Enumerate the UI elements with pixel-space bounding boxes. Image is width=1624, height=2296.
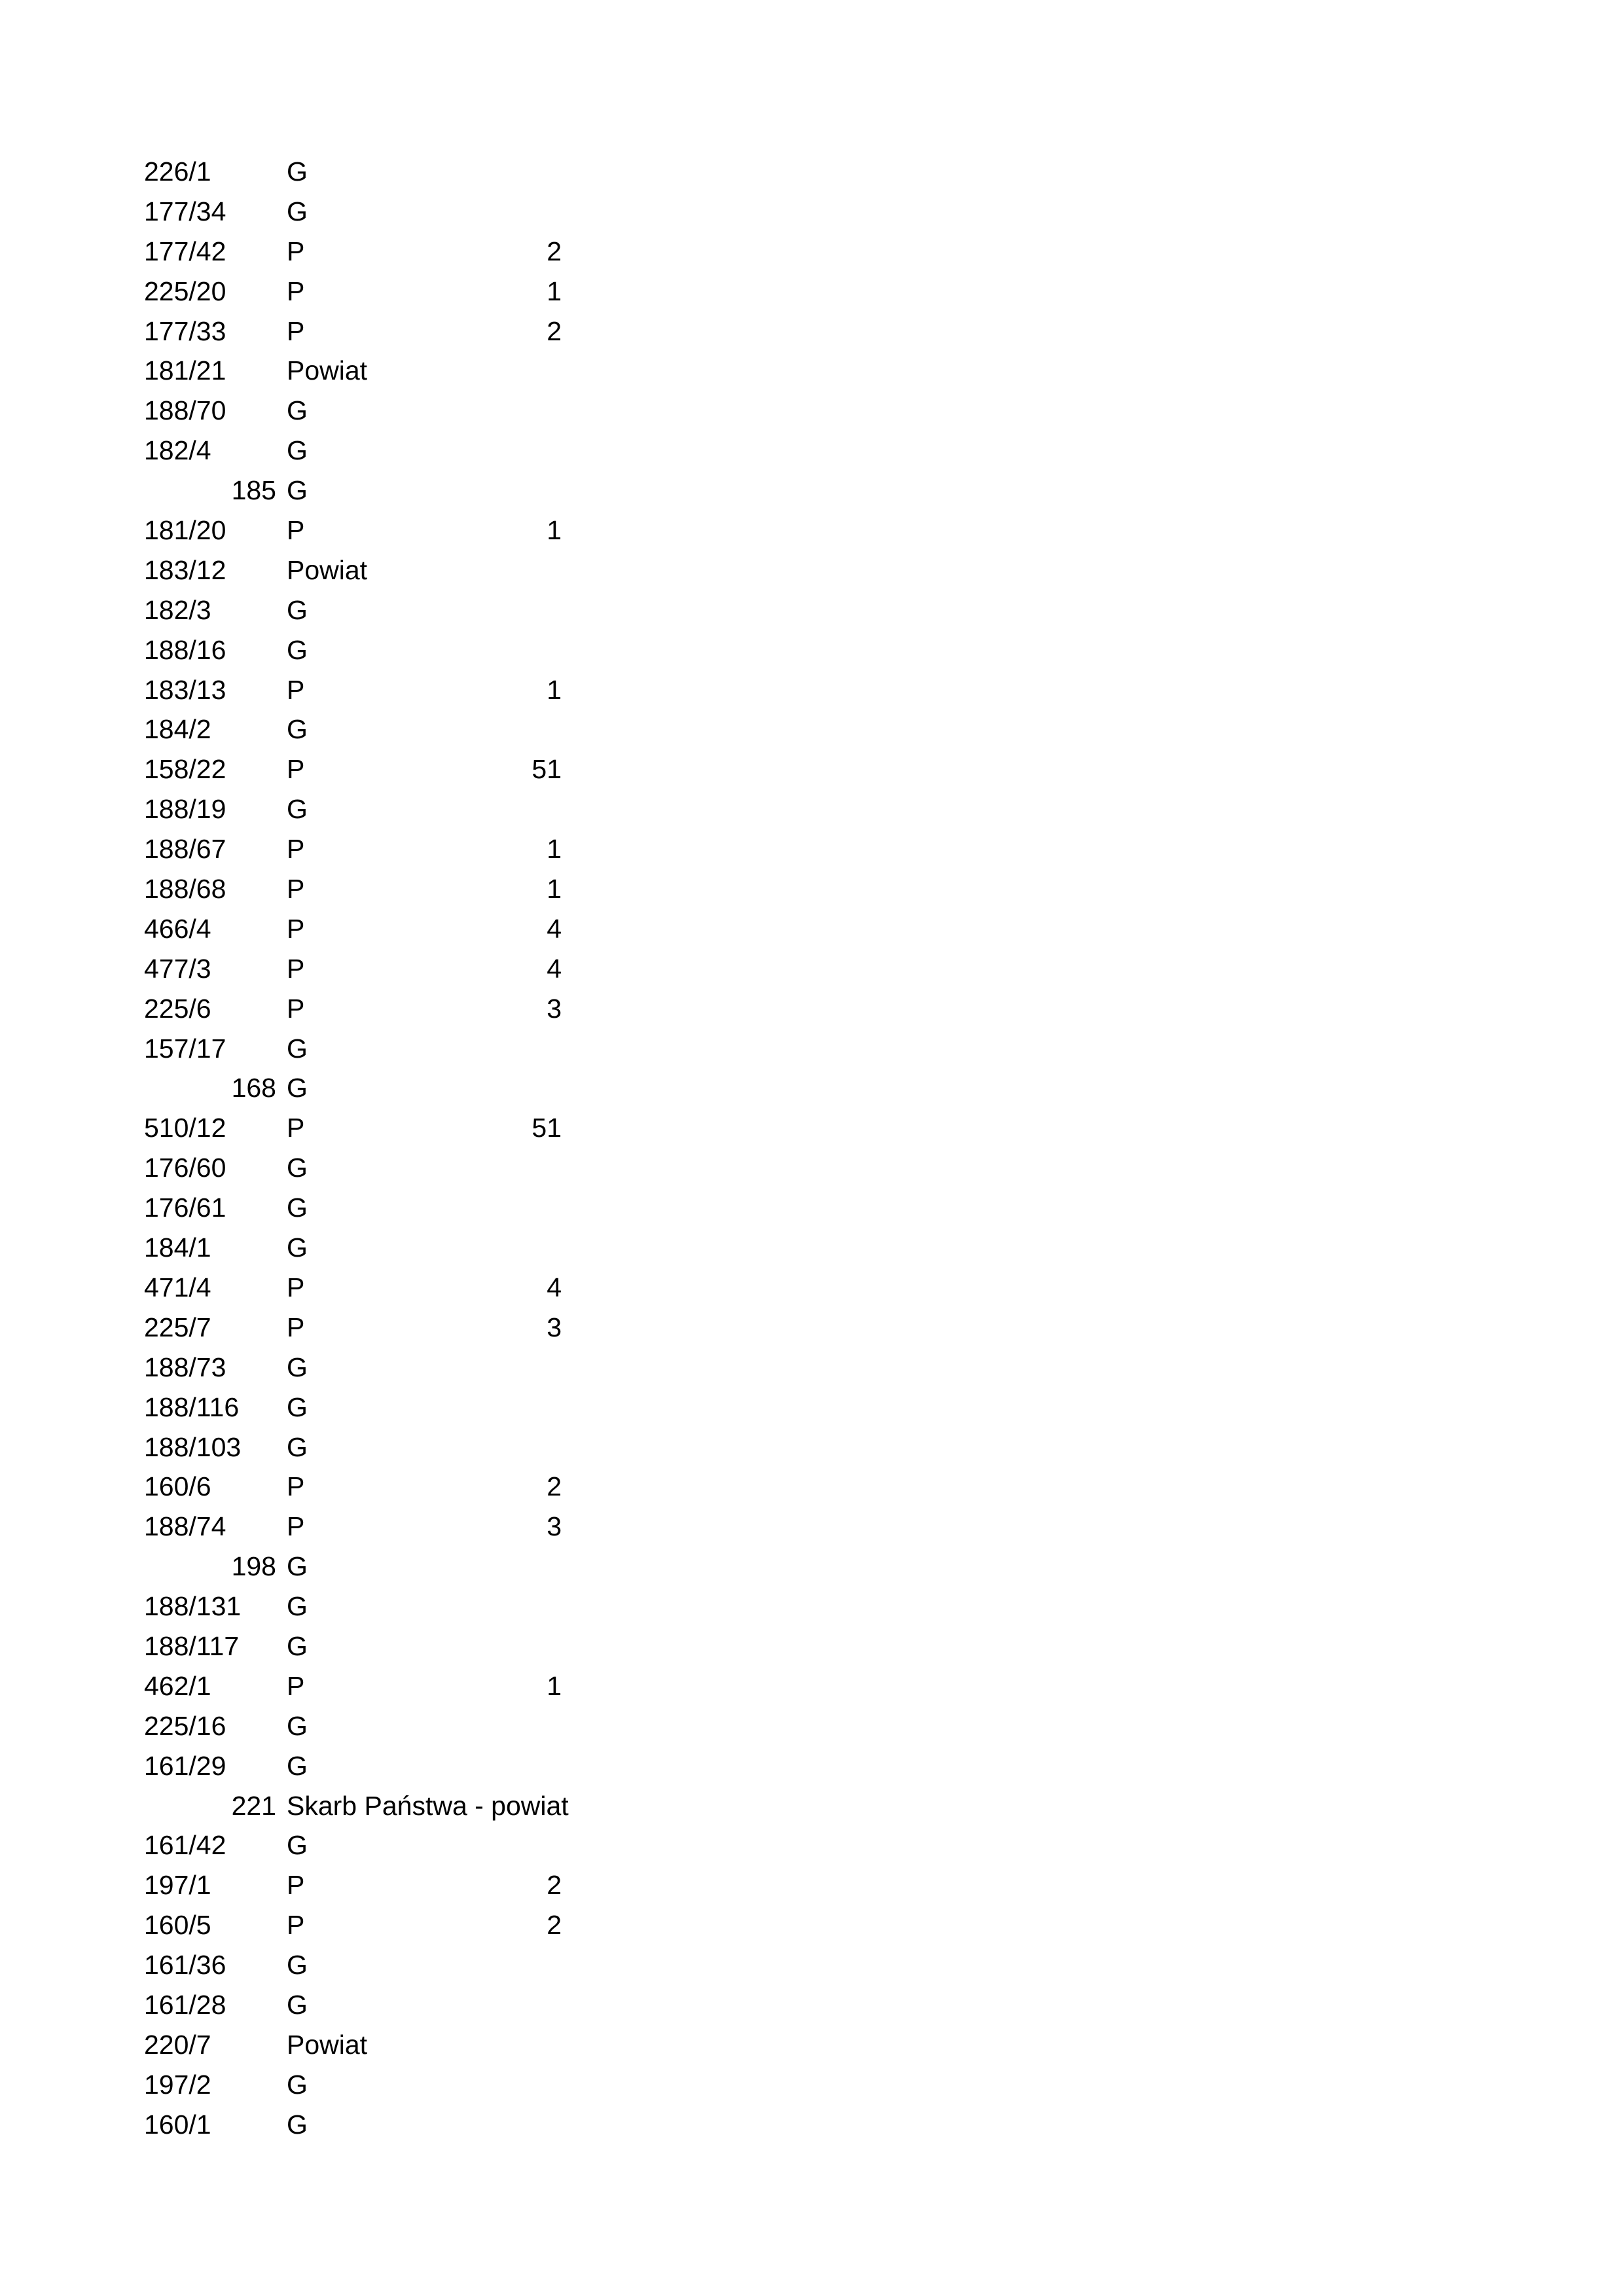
table-row [0, 1068, 1624, 1108]
table-row [0, 989, 1624, 1029]
count-cell [419, 192, 562, 232]
parcel-number-cell: 161/29 [144, 1750, 226, 1781]
parcel-number-cell: 176/60 [144, 1153, 226, 1183]
count-cell [419, 1786, 562, 1826]
table-row [0, 1626, 1624, 1666]
table-row [0, 869, 1624, 909]
owner-type-cell: G [287, 634, 308, 665]
count-cell [419, 1427, 562, 1467]
count-cell [419, 789, 562, 829]
table-row [0, 351, 1624, 391]
count-cell: 2 [547, 1910, 562, 1941]
parcel-number-cell: 181/20 [144, 515, 226, 546]
owner-type-cell: G [287, 1830, 308, 1861]
owner-type-cell: Powiat [287, 2029, 368, 2060]
count-cell [419, 1706, 562, 1746]
parcel-number-cell: 161/36 [144, 1950, 226, 1981]
count-cell [419, 1746, 562, 1786]
table-row [0, 511, 1624, 550]
owner-type-cell: Skarb Państwa - powiat [287, 1790, 569, 1821]
table-row [0, 431, 1624, 471]
table-row [0, 1865, 1624, 1905]
parcel-number-cell: 188/131 [144, 1591, 242, 1622]
table-row [0, 1985, 1624, 2025]
table-row [0, 1148, 1624, 1188]
count-cell: 1 [547, 515, 562, 546]
owner-type-cell: G [287, 475, 308, 506]
parcel-number-cell: 188/19 [144, 794, 226, 825]
table-row [0, 2105, 1624, 2145]
parcel-number-cell: 188/117 [144, 1630, 240, 1661]
parcel-number-cell: 188/68 [144, 874, 226, 905]
count-cell [419, 709, 562, 749]
parcel-number-cell: 188/70 [144, 395, 226, 426]
parcel-number-cell: 188/67 [144, 834, 226, 865]
table-row [0, 152, 1624, 192]
table-row [0, 1587, 1624, 1626]
count-cell: 2 [547, 315, 562, 346]
table-row [0, 1029, 1624, 1069]
count-cell [419, 630, 562, 670]
owner-type-cell: G [287, 1989, 308, 2020]
parcel-number-cell: 226/1 [144, 156, 211, 187]
owner-type-cell: P [287, 1910, 305, 1941]
owner-type-cell: G [287, 594, 308, 625]
parcel-number-cell: 188/16 [144, 634, 226, 665]
owner-type-cell: P [287, 674, 305, 705]
table-row [0, 1706, 1624, 1746]
owner-type-cell: G [287, 1033, 308, 1064]
parcel-number-cell: 220/7 [144, 2029, 211, 2060]
count-cell: 1 [547, 674, 562, 705]
count-cell: 1 [547, 276, 562, 306]
parcel-number-cell: 221 [231, 1790, 276, 1821]
count-cell [419, 1228, 562, 1268]
parcel-number-cell: 225/20 [144, 276, 226, 306]
table-row [0, 670, 1624, 710]
owner-type-cell: G [287, 2109, 308, 2140]
parcel-number-cell: 177/42 [144, 236, 226, 266]
table-row [0, 1348, 1624, 1388]
count-cell [419, 2065, 562, 2105]
count-cell [419, 471, 562, 511]
table-row [0, 1746, 1624, 1786]
count-cell [419, 431, 562, 471]
count-cell: 2 [547, 1471, 562, 1502]
owner-type-cell: G [287, 714, 308, 745]
table-row [0, 1507, 1624, 1547]
owner-type-cell: P [287, 993, 305, 1024]
count-cell [419, 1348, 562, 1388]
parcel-number-cell: 184/2 [144, 714, 211, 745]
table-row [0, 391, 1624, 431]
table-row [0, 590, 1624, 630]
table-row [0, 1108, 1624, 1148]
table-row [0, 312, 1624, 351]
parcel-number-cell: 184/1 [144, 1232, 211, 1263]
parcel-number-cell: 157/17 [144, 1033, 226, 1064]
owner-type-cell: G [287, 1352, 308, 1382]
owner-type-cell: G [287, 2069, 308, 2100]
count-cell [419, 1388, 562, 1427]
owner-type-cell: G [287, 196, 308, 226]
table-row [0, 232, 1624, 272]
owner-type-cell: P [287, 1471, 305, 1502]
parcel-number-cell: 185 [231, 475, 276, 506]
count-cell [419, 2105, 562, 2145]
table-row [0, 1905, 1624, 1945]
count-cell: 1 [547, 874, 562, 905]
parcel-number-cell: 462/1 [144, 1670, 211, 1701]
table-row [0, 1786, 1624, 1826]
parcel-number-cell: 160/1 [144, 2109, 211, 2140]
owner-type-cell: P [287, 913, 305, 944]
owner-type-cell: G [287, 1750, 308, 1781]
parcel-number-cell: 183/13 [144, 674, 226, 705]
count-cell: 2 [547, 236, 562, 266]
table-row [0, 1308, 1624, 1348]
parcel-number-cell: 197/2 [144, 2069, 211, 2100]
owner-type-cell: P [287, 1312, 305, 1342]
table-row [0, 789, 1624, 829]
table-row [0, 1547, 1624, 1587]
parcel-number-cell: 188/73 [144, 1352, 226, 1382]
table-row [0, 1666, 1624, 1706]
owner-type-cell: G [287, 1591, 308, 1622]
table-row [0, 1825, 1624, 1865]
owner-type-cell: G [287, 1391, 308, 1422]
count-cell [419, 1945, 562, 1985]
owner-type-cell: P [287, 1272, 305, 1302]
owner-type-cell: P [287, 953, 305, 984]
data-sheet [0, 152, 1624, 2145]
owner-type-cell: G [287, 1232, 308, 1263]
count-cell [419, 1547, 562, 1587]
table-row [0, 2025, 1624, 2065]
count-cell [419, 1985, 562, 2025]
count-cell: 51 [532, 1113, 562, 1143]
count-cell: 3 [547, 993, 562, 1024]
owner-type-cell: P [287, 1870, 305, 1901]
count-cell [419, 1029, 562, 1069]
count-cell: 4 [547, 913, 562, 944]
parcel-number-cell: 188/116 [144, 1391, 240, 1422]
owner-type-cell: P [287, 236, 305, 266]
table-row [0, 909, 1624, 949]
parcel-number-cell: 198 [231, 1551, 276, 1582]
parcel-number-cell: 225/7 [144, 1312, 211, 1342]
count-cell [419, 1825, 562, 1865]
table-row [0, 949, 1624, 989]
table-row [0, 550, 1624, 590]
count-cell [419, 1587, 562, 1626]
count-cell: 1 [547, 834, 562, 865]
count-cell: 1 [547, 1670, 562, 1701]
table-row [0, 1268, 1624, 1308]
count-cell: 3 [547, 1312, 562, 1342]
owner-type-cell: G [287, 1551, 308, 1582]
parcel-number-cell: 177/34 [144, 196, 226, 226]
parcel-number-cell: 471/4 [144, 1272, 211, 1302]
parcel-number-cell: 161/28 [144, 1989, 226, 2020]
count-cell [419, 550, 562, 590]
owner-type-cell: P [287, 515, 305, 546]
count-cell: 2 [547, 1870, 562, 1901]
count-cell: 51 [532, 754, 562, 785]
table-row [0, 1467, 1624, 1507]
count-cell: 4 [547, 1272, 562, 1302]
owner-type-cell: G [287, 1193, 308, 1223]
parcel-number-cell: 168 [231, 1073, 276, 1103]
table-row [0, 1188, 1624, 1228]
count-cell [419, 1626, 562, 1666]
owner-type-cell: Powiat [287, 554, 368, 585]
owner-type-cell: P [287, 1670, 305, 1701]
table-row [0, 1388, 1624, 1427]
owner-type-cell: P [287, 754, 305, 785]
owner-type-cell: G [287, 395, 308, 426]
count-cell [419, 152, 562, 192]
owner-type-cell: G [287, 1950, 308, 1981]
count-cell [419, 351, 562, 391]
parcel-number-cell: 160/6 [144, 1471, 211, 1502]
owner-type-cell: G [287, 435, 308, 466]
owner-type-cell: P [287, 1113, 305, 1143]
owner-type-cell: P [287, 834, 305, 865]
owner-type-cell: G [287, 1153, 308, 1183]
owner-type-cell: P [287, 1511, 305, 1542]
owner-type-cell: G [287, 794, 308, 825]
table-row [0, 2065, 1624, 2105]
owner-type-cell: G [287, 156, 308, 187]
owner-type-cell: G [287, 1710, 308, 1741]
parcel-number-cell: 188/103 [144, 1431, 242, 1462]
table-row [0, 829, 1624, 869]
table-row [0, 709, 1624, 749]
count-cell [419, 391, 562, 431]
count-cell: 4 [547, 953, 562, 984]
parcel-number-cell: 182/4 [144, 435, 211, 466]
table-row [0, 1427, 1624, 1467]
parcel-number-cell: 158/22 [144, 754, 226, 785]
parcel-number-cell: 510/12 [144, 1113, 226, 1143]
owner-type-cell: G [287, 1431, 308, 1462]
parcel-number-cell: 188/74 [144, 1511, 226, 1542]
table-row [0, 1945, 1624, 1985]
owner-type-cell: G [287, 1073, 308, 1103]
table-row [0, 749, 1624, 789]
parcel-number-cell: 161/42 [144, 1830, 226, 1861]
table-row [0, 1228, 1624, 1268]
count-cell [419, 1068, 562, 1108]
table-row [0, 192, 1624, 232]
owner-type-cell: G [287, 1630, 308, 1661]
count-cell [419, 2025, 562, 2065]
count-cell [419, 1188, 562, 1228]
parcel-number-cell: 225/16 [144, 1710, 226, 1741]
parcel-number-cell: 183/12 [144, 554, 226, 585]
parcel-number-cell: 181/21 [144, 355, 226, 386]
owner-type-cell: P [287, 874, 305, 905]
owner-type-cell: P [287, 276, 305, 306]
parcel-number-cell: 177/33 [144, 315, 226, 346]
parcel-number-cell: 466/4 [144, 913, 211, 944]
table-row [0, 630, 1624, 670]
count-cell [419, 590, 562, 630]
count-cell: 3 [547, 1511, 562, 1542]
table-row [0, 272, 1624, 312]
parcel-number-cell: 176/61 [144, 1193, 226, 1223]
owner-type-cell: Powiat [287, 355, 368, 386]
parcel-number-cell: 225/6 [144, 993, 211, 1024]
parcel-number-cell: 160/5 [144, 1910, 211, 1941]
parcel-number-cell: 182/3 [144, 594, 211, 625]
parcel-number-cell: 477/3 [144, 953, 211, 984]
count-cell [419, 1148, 562, 1188]
owner-type-cell: P [287, 315, 305, 346]
table-row [0, 471, 1624, 511]
parcel-number-cell: 197/1 [144, 1870, 211, 1901]
